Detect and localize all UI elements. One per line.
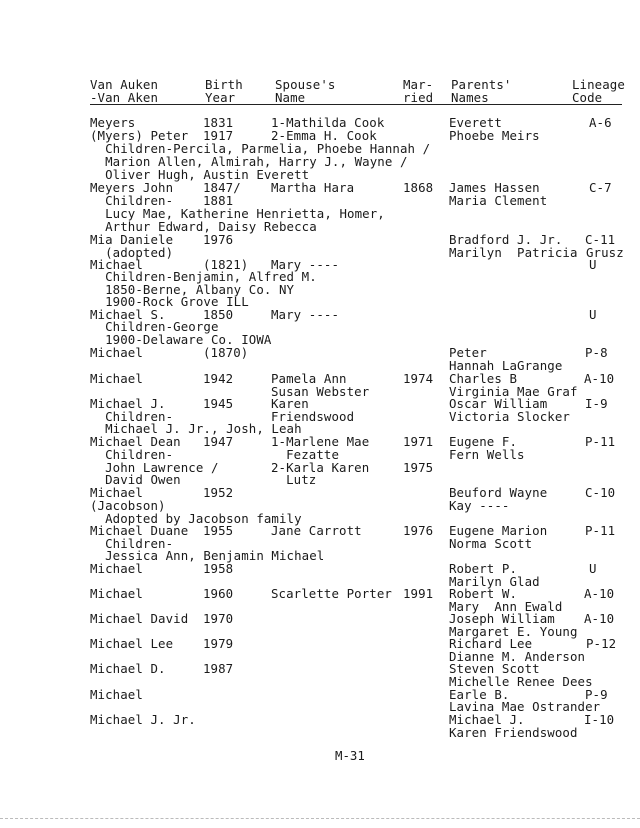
cell-lineage-code: P-12 [586,636,617,651]
cell-lineage-code: C-11 [585,232,616,247]
cell-lineage-code: A-10 [584,371,615,386]
cell-parents: Joseph William [449,611,555,626]
cell-name: John Lawrence / [90,460,219,475]
cell-name: Michael Lee [90,636,174,651]
cell-parents: Everett [449,115,502,130]
cell-name: Michael [90,345,143,360]
row-note: Oliver Hugh, Austin Everett [90,167,310,182]
cell-name: Michael [90,485,143,500]
cell-parents: Marilyn Glad [449,574,540,589]
row-note: 1900-Rock Grove ILL [90,294,249,309]
cell-lineage-code: U [589,307,597,322]
scan-edge-divider [0,818,640,819]
cell-spouse: Scarlette Porter [271,586,392,601]
cell-parents: Beuford Wayne [449,485,548,500]
cell-name: (Jacobson) [90,498,166,513]
cell-parents: Karen Friendswood [449,725,578,740]
cell-name: Michael David [90,611,189,626]
cell-lineage-code: P-9 [585,687,608,702]
cell-lineage-code: A-6 [589,115,612,130]
cell-birth-year: (1870) [203,345,249,360]
cell-lineage-code: P-8 [585,345,608,360]
cell-name: Michael [90,687,143,702]
row-note: 1850-Berne, Albany Co. NY [90,282,295,297]
row-note: Jessica Ann, Benjamin Michael [90,548,325,563]
cell-parents: Marilyn Patricia [449,245,578,260]
cell-parents: Eugene F. [449,434,518,449]
cell-birth-year: 1955 [203,523,234,538]
cell-name: Michael [90,371,143,386]
cell-parents: James Hassen [449,180,540,195]
cell-married: 1991 [403,586,434,601]
cell-parents: Virginia Mae Graf [449,384,578,399]
row-note: Arthur Edward, Daisy Rebecca [90,219,317,234]
cell-birth-year: 1960 [203,586,234,601]
cell-parents: Robert P. [449,561,518,576]
cell-parents: Robert W. [449,586,518,601]
cell-lineage-code: P-11 [585,523,616,538]
header-rule [90,104,622,105]
cell-spouse: 2-Karla Karen [271,460,370,475]
cell-lineage-code: Grusz [586,245,624,260]
cell-birth-year: 1850 [203,307,234,322]
cell-parents: Lavina Mae Ostrander [449,699,601,714]
cell-birth-year: 1847/ [203,180,241,195]
cell-name: Michael Duane [90,523,189,538]
row-note: Children-George [90,319,219,334]
cell-name: Michael S. [90,307,166,322]
cell-parents: Norma Scott [449,536,533,551]
cell-lineage-code: P-11 [585,434,616,449]
cell-birth-year: 1987 [203,661,234,676]
row-note: Adopted by Jacobson family [90,511,302,526]
cell-parents: Phoebe Meirs [449,128,540,143]
header-name: Van Auken -Van Aken [90,77,159,105]
cell-birth-year: 1979 [203,636,234,651]
cell-parents: Fern Wells [449,447,525,462]
header-parents: Parents' Names [451,77,512,105]
cell-birth-year: 1947 [203,434,234,449]
cell-lineage-code: U [589,561,597,576]
cell-name: (adopted) [90,245,174,260]
cell-name: Michael D. [90,661,166,676]
row-note: 1900-Delaware Co. IOWA [90,332,272,347]
cell-parents: Earle B. [449,687,510,702]
cell-birth-year: 1976 [203,232,234,247]
cell-birth-year: (1821) [203,257,249,272]
row-note: Children-Percila, Parmelia, Phoebe Hannah / [90,141,431,156]
cell-lineage-code: A-10 [584,611,615,626]
cell-birth-year: 1945 [203,396,234,411]
cell-parents: Dianne M. Anderson [449,649,586,664]
cell-birth-year: 1952 [203,485,234,500]
cell-married: 1975 [403,460,434,475]
cell-name: Meyers [90,115,136,130]
cell-spouse: Pamela Ann [271,371,347,386]
cell-birth-year: 1917 [203,128,234,143]
cell-name: Children- [90,193,174,208]
row-note: Children-Benjamin, Alfred M. [90,269,317,284]
cell-name: Michael Dean [90,434,181,449]
cell-married: 1976 [403,523,434,538]
cell-birth-year: 1958 [203,561,234,576]
cell-name: Michael J. Jr. [90,712,196,727]
cell-spouse: Mary ---- [271,257,340,272]
cell-parents: Mary Ann Ewald [449,599,563,614]
cell-spouse: Martha Hara [271,180,355,195]
cell-birth-year: 1942 [203,371,234,386]
cell-parents: Richard Lee [449,636,533,651]
cell-parents: Kay ---- [449,498,510,513]
cell-name: Children- [90,409,174,424]
cell-married: 1974 [403,371,434,386]
cell-name: Michael [90,561,143,576]
cell-parents: Margaret E. Young [449,624,578,639]
page-number: M-31 [335,748,365,763]
cell-name: (Myers) Peter [90,128,189,143]
cell-lineage-code: A-10 [584,586,615,601]
cell-parents: Bradford J. Jr. [449,232,563,247]
row-note: Lucy Mae, Katherine Henrietta, Homer, [90,206,385,221]
header-lineage: Lineage Code [572,77,625,105]
cell-lineage-code: C-10 [585,485,616,500]
cell-name: Meyers John [90,180,174,195]
cell-parents: Charles B [449,371,518,386]
cell-name: Michael [90,586,143,601]
cell-parents: Hannah LaGrange [449,358,563,373]
cell-spouse: Susan Webster [271,384,370,399]
cell-birth-year: 1881 [203,193,234,208]
row-note: Michael J. Jr., Josh, Leah [90,421,302,436]
cell-spouse: Fezatte [271,447,340,462]
cell-spouse: Friendswood [271,409,355,424]
cell-birth-year: 1970 [203,611,234,626]
cell-lineage-code: I-10 [584,712,615,727]
cell-lineage-code: C-7 [589,180,612,195]
cell-birth-year: 1831 [203,115,234,130]
cell-spouse: Mary ---- [271,307,340,322]
cell-parents: Michelle Renee Dees [449,674,593,689]
cell-spouse: Karen [271,396,309,411]
cell-married: 1868 [403,180,434,195]
cell-parents: Steven Scott [449,661,540,676]
cell-name: Mia Daniele [90,232,174,247]
cell-spouse: 1-Mathilda Cook [271,115,385,130]
cell-parents: Maria Clement [449,193,548,208]
cell-spouse: 1-Marlene Mae [271,434,370,449]
cell-parents: Victoria Slocker [449,409,570,424]
cell-spouse: Jane Carrott [271,523,362,538]
cell-lineage-code: U [589,257,597,272]
cell-spouse: Lutz [271,472,317,487]
cell-name: Michael [90,257,143,272]
cell-parents: Oscar William [449,396,548,411]
cell-married: 1971 [403,434,434,449]
row-note: Marion Allen, Almirah, Harry J., Wayne / [90,154,408,169]
cell-name: Michael J. [90,396,166,411]
cell-parents: Michael J. [449,712,525,727]
header-birth-year: Birth Year [205,77,243,105]
cell-name: Children- [90,536,174,551]
cell-parents: Peter [449,345,487,360]
cell-parents: Eugene Marion [449,523,548,538]
cell-spouse: 2-Emma H. Cook [271,128,377,143]
cell-name: David Owen [90,472,181,487]
cell-lineage-code: I-9 [585,396,608,411]
header-married: Mar- ried [403,77,434,105]
cell-name: Children- [90,447,174,462]
header-spouse: Spouse's Name [275,77,336,105]
